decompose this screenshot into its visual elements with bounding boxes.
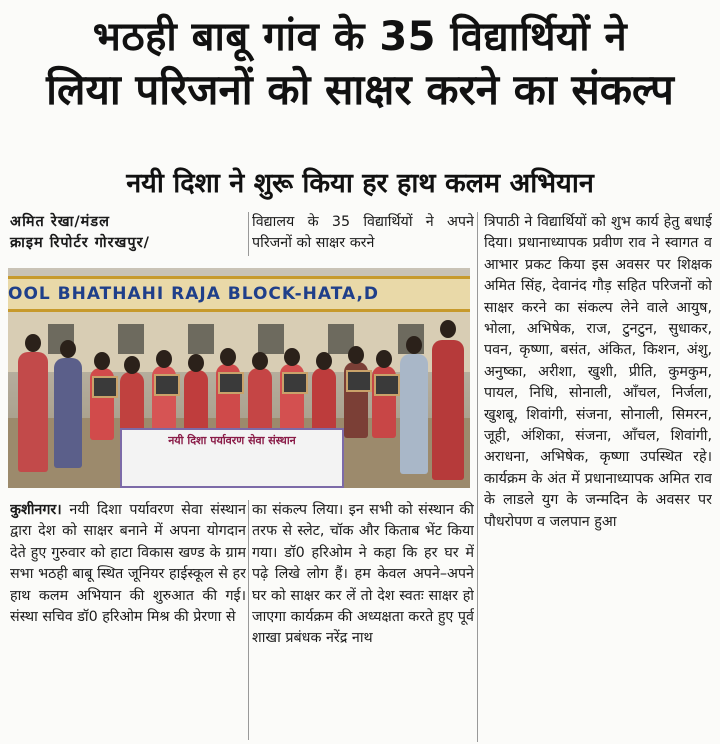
column-2-text: का संकल्प लिया। इन सभी को संस्थान की तरफ से स्लेट, चॉक और किताब भेंट किया गया। डॉ0 हरिओम ने कहा कि हर घर में पढ़े लिखे लोग हैं। हम केवल अपने–अपने घर को साक्षर कर लें तो देश स्वतः साक्षर हो जाएगा कार्यक्रम की अध्यक्षता करते हुए पूर्व शाखा प्रबंधक नरेंद्र नाथ [252, 502, 474, 647]
slate [154, 374, 180, 396]
person [54, 358, 82, 468]
school-banner: OOL BHATHAHI RAJA BLOCK-HATA,D [8, 276, 470, 312]
column-divider [248, 500, 249, 740]
news-photo [8, 268, 470, 488]
column-1-text [10, 500, 246, 740]
column-1-body: नयी दिशा पर्यावरण सेवा संस्थान द्वारा देश को साक्षर बनाने में अपना योगदान देते हुए गुरुवार को हाटा विकास खण्ड के ग्राम सभा भठही बाबू स्थित जूनियर हाईस्कूल से हर हाथ कलम अभियान की शुरुआत की गई। संस्था सचिव डॉ0 हरिओम मिश्र की प्रेरणा से [10, 502, 246, 626]
column-divider [477, 212, 478, 742]
column-2-top-text: विद्यालय के 35 विद्यार्थियों ने अपने परिजनों को साक्षर करने [252, 214, 474, 252]
slate [374, 374, 400, 396]
person [18, 352, 48, 472]
headline-line-2: लिया परिजनों को साक्षर करने का संकल्प [46, 65, 674, 114]
person-head [406, 336, 422, 354]
person [432, 340, 464, 480]
person-head [440, 320, 456, 338]
subheadline: नयी दिशा ने शुरू किया हर हाथ कलम अभियान [126, 168, 594, 199]
byline [10, 212, 246, 254]
slate [346, 370, 372, 392]
slate [282, 372, 308, 394]
person-head [25, 334, 41, 352]
column-3-text: त्रिपाठी ने विद्यार्थियों को शुभ कार्य हेतु बधाई दिया। प्रधानाध्यापक प्रवीण राव ने स्वागत व आभार प्रकट किया इस अवसर पर शिक्षक अमित सिंह, देवानंद गौड़ सहित परिजनों को साक्षर करने का संकल्प लेने वाले आयुष, भोला, अभिषेक, राज, टुनटुन, सुधाकर, पवन, कृष्णा, बसंत, अंकित, किशन, अंशु, अनुष्का, अरीशा, खुशी, प्रीति, कुमकुम, पायल, निधि, सोनाली, आँचल, निर्जला, खुशबू, शिवांगी, संजना, सोनाली, सिमरन, जूही, अंशिका, संजना, आँचल, शिवांगी, अराधना, अभिषेक, कृष्णा उपस्थित रहे। कार्यक्रम के अंत में प्रधानाध्यापक अमित राव के लाडले युग के जन्मदिन के अवसर पर पौधरोपण व जलपान हुआ [484, 214, 712, 530]
person-head [60, 340, 76, 358]
headline [0, 14, 720, 114]
slate [92, 376, 118, 398]
slate [218, 372, 244, 394]
table-banner: नयी दिशा पर्यावरण सेवा संस्थान [120, 428, 344, 488]
column-divider [248, 212, 249, 256]
byline-role: क्राइम रिपोर्टर गोरखपुर/ [10, 235, 150, 251]
dateline: कुशीनगर। [10, 502, 62, 518]
headline-line-1: भठही बाबू गांव के 35 विद्यार्थियों ने [92, 14, 628, 60]
person [400, 354, 428, 474]
byline-name: अमित रेखा/मंडल [10, 214, 110, 230]
